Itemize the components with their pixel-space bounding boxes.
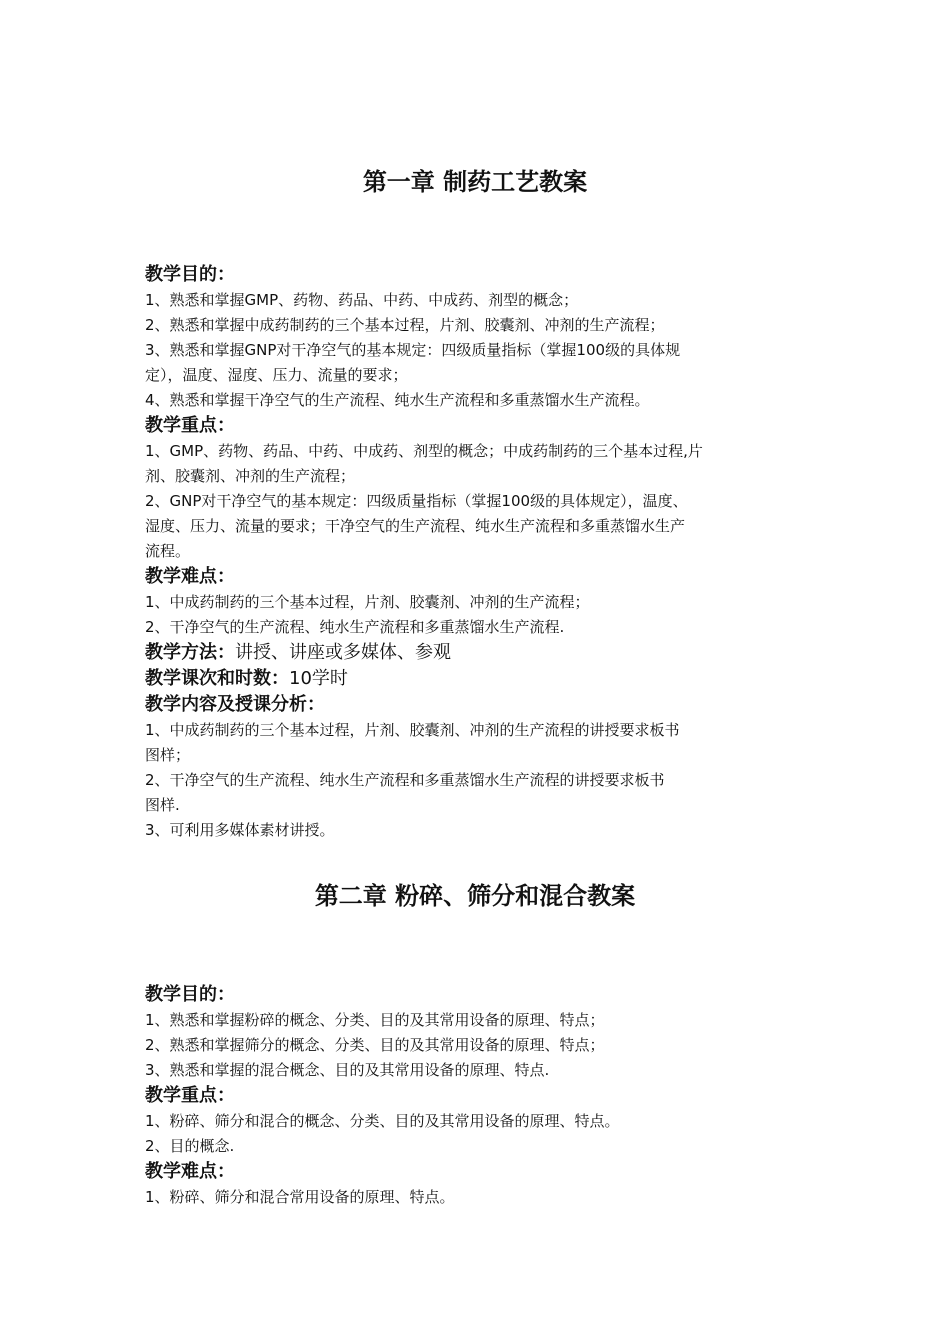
objective-line: 3、熟悉和掌握的混合概念、目的及其常用设备的原理、特点. bbox=[145, 1061, 550, 1079]
objective-line: 定），温度、湿度、压力、流量的要求； bbox=[145, 366, 408, 384]
objective-line: 2、熟悉和掌握中成药制药的三个基本过程，片剂、胶囊剂、冲剂的生产流程； bbox=[145, 316, 665, 334]
key-point-line: 2、目的概念. bbox=[145, 1137, 235, 1155]
hours-heading: 教学课次和时数： bbox=[145, 668, 289, 689]
chapter1-body bbox=[145, 262, 810, 843]
content-heading: 教学内容及授课分析： bbox=[145, 694, 325, 715]
methods-row bbox=[145, 640, 810, 666]
methods-heading: 教学方法： bbox=[145, 642, 235, 663]
objective-line: 4、熟悉和掌握干净空气的生产流程、纯水生产流程和多重蒸馏水生产流程。 bbox=[145, 391, 650, 409]
chapter1-title: 第一章 制药工艺教案 bbox=[362, 167, 588, 196]
difficulties-heading: 教学难点： bbox=[145, 566, 235, 587]
key-point-line: 湿度、压力、流量的要求；干净空气的生产流程、纯水生产流程和多重蒸馏水生产 bbox=[145, 517, 686, 535]
objectives-heading: 教学目的： bbox=[145, 984, 235, 1005]
hours-value: 10学时 bbox=[289, 668, 348, 689]
content-line: 3、可利用多媒体素材讲授。 bbox=[145, 821, 335, 839]
key-point-line: 1、GMP、药物、药品、中药、中成药、剂型的概念；中成药制药的三个基本过程,片 bbox=[145, 442, 703, 460]
difficulty-line: 1、中成药制药的三个基本过程，片剂、胶囊剂、冲剂的生产流程； bbox=[145, 593, 590, 611]
objective-line: 1、熟悉和掌握GMP、药物、药品、中药、中成药、剂型的概念； bbox=[145, 291, 579, 309]
objective-line: 3、熟悉和掌握GNP对干净空气的基本规定：四级质量指标（掌握100级的具体规 bbox=[145, 341, 681, 359]
objective-line: 2、熟悉和掌握筛分的概念、分类、目的及其常用设备的原理、特点； bbox=[145, 1036, 605, 1054]
content-line: 图样. bbox=[145, 796, 180, 814]
content-line: 2、干净空气的生产流程、纯水生产流程和多重蒸馏水生产流程的讲授要求板书 bbox=[145, 771, 665, 789]
chapter2-title: 第二章 粉碎、筛分和混合教案 bbox=[314, 881, 636, 910]
key-point-line: 流程。 bbox=[145, 542, 191, 560]
methods-value: 讲授、讲座或多媒体、参观 bbox=[235, 642, 451, 663]
key-point-line: 2、GNP对干净空气的基本规定：四级质量指标（掌握100级的具体规定），温度、 bbox=[145, 492, 688, 510]
difficulty-line: 1、粉碎、筛分和混合常用设备的原理、特点。 bbox=[145, 1188, 455, 1206]
key-points-heading: 教学重点： bbox=[145, 415, 235, 436]
content-line: 图样； bbox=[145, 746, 191, 764]
hours-row bbox=[145, 666, 810, 692]
key-points-heading: 教学重点： bbox=[145, 1085, 235, 1106]
key-point-line: 剂、胶囊剂、冲剂的生产流程； bbox=[145, 467, 356, 485]
objectives-heading: 教学目的： bbox=[145, 264, 235, 285]
difficulties-heading: 教学难点： bbox=[145, 1161, 235, 1182]
difficulty-line: 2、干净空气的生产流程、纯水生产流程和多重蒸馏水生产流程. bbox=[145, 618, 565, 636]
objective-line: 1、熟悉和掌握粉碎的概念、分类、目的及其常用设备的原理、特点； bbox=[145, 1011, 605, 1029]
chapter2-body bbox=[145, 982, 810, 1210]
content-line: 1、中成药制药的三个基本过程，片剂、胶囊剂、冲剂的生产流程的讲授要求板书 bbox=[145, 721, 680, 739]
key-point-line: 1、粉碎、筛分和混合的概念、分类、目的及其常用设备的原理、特点。 bbox=[145, 1112, 620, 1130]
